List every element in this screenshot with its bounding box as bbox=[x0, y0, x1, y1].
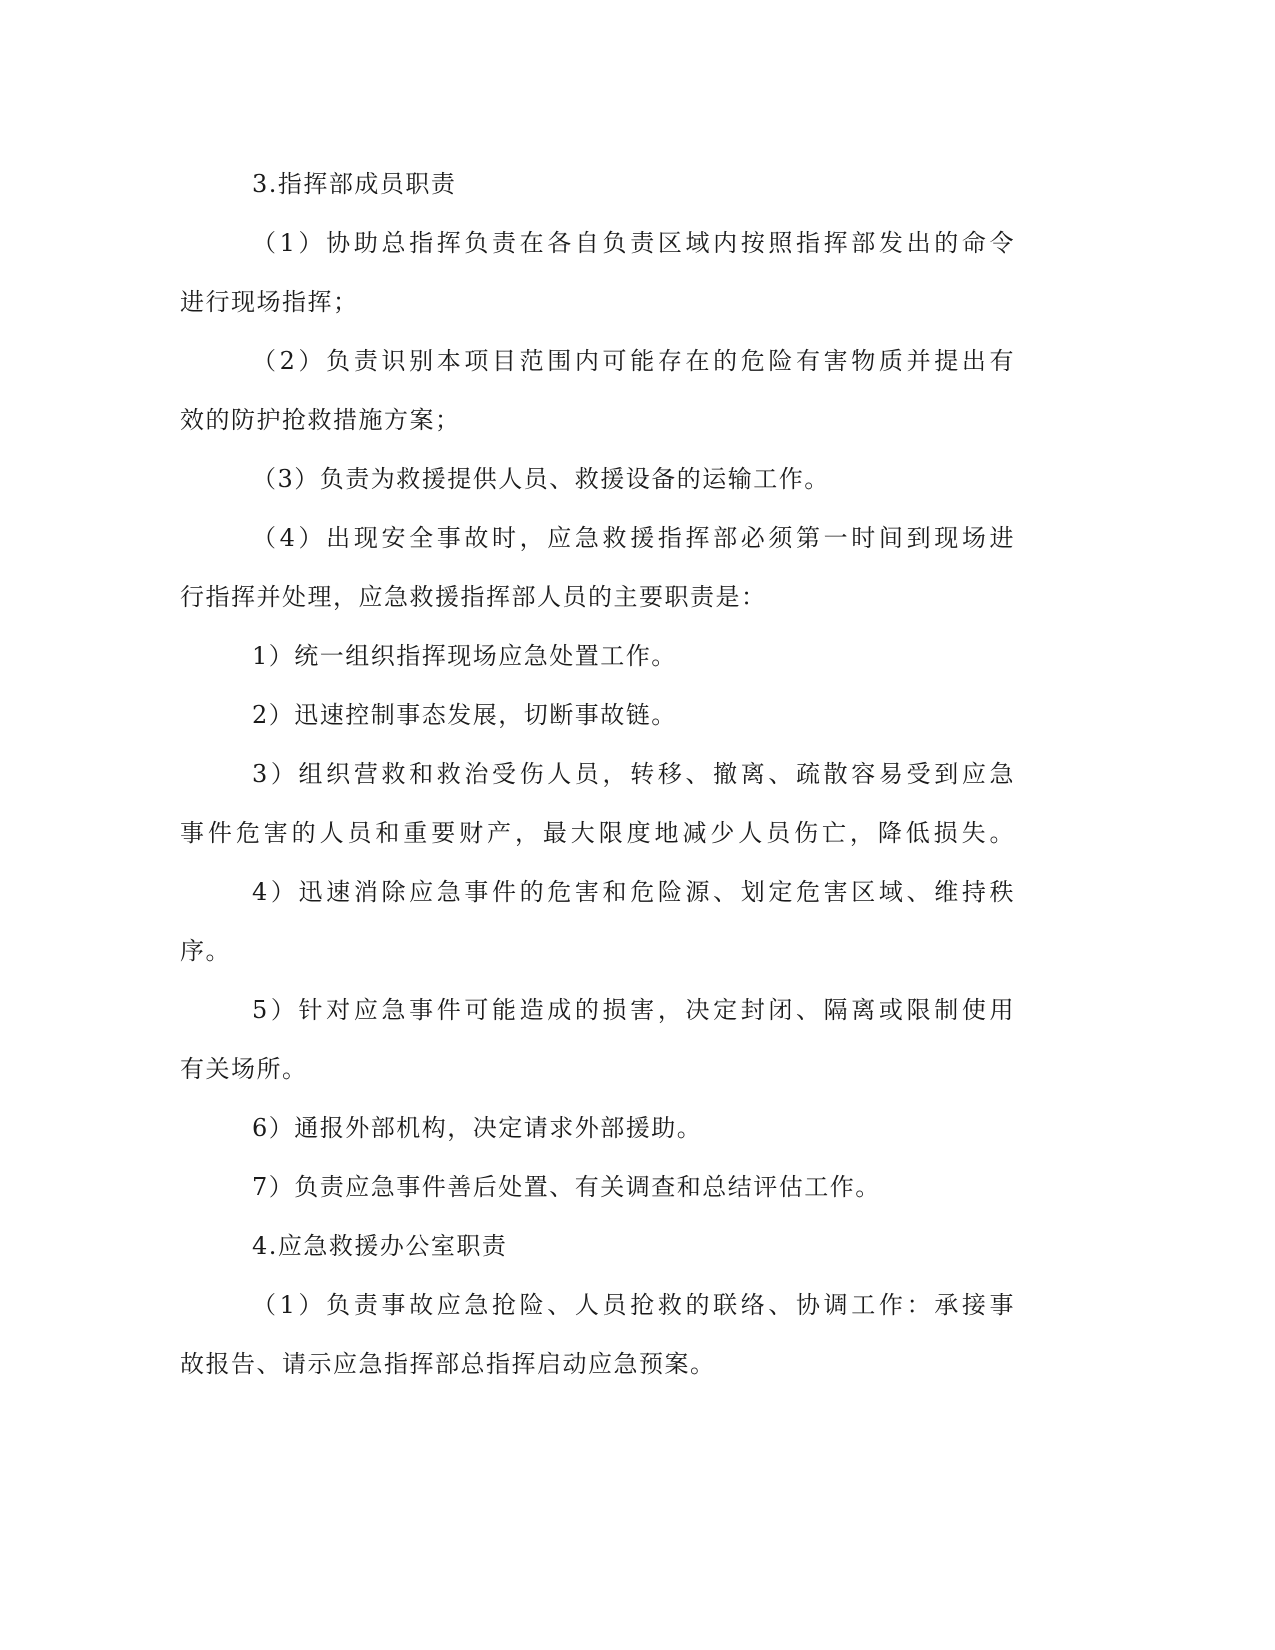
paragraph-line: 进行现场指挥； bbox=[180, 288, 359, 316]
list-item: 2）迅速控制事态发展，切断事故链。 bbox=[252, 701, 677, 729]
list-item: 5）针对应急事件可能造成的损害，决定封闭、隔离或限制使用 bbox=[252, 996, 1015, 1024]
list-item: 1）统一组织指挥现场应急处置工作。 bbox=[252, 642, 677, 670]
paragraph-line: 序。 bbox=[180, 937, 231, 965]
list-item: 6）通报外部机构，决定请求外部援助。 bbox=[252, 1114, 703, 1142]
paragraph-line: 行指挥并处理，应急救援指挥部人员的主要职责是： bbox=[180, 583, 767, 611]
paragraph-line: （1）协助总指挥负责在各自负责区域内按照指挥部发出的命令 bbox=[252, 229, 1015, 257]
paragraph-line: 事件危害的人员和重要财产，最大限度地减少人员伤亡，降低损失。 bbox=[180, 819, 1015, 847]
paragraph-line: （2）负责识别本项目范围内可能存在的危险有害物质并提出有 bbox=[252, 347, 1015, 375]
paragraph-line: 效的防护抢救措施方案； bbox=[180, 406, 461, 434]
paragraph-line: （1）负责事故应急抢险、人员抢救的联络、协调工作：承接事 bbox=[252, 1291, 1015, 1319]
paragraph-line: （3）负责为救援提供人员、救援设备的运输工作。 bbox=[252, 465, 830, 493]
section-heading-4: 4.应急救援办公室职责 bbox=[252, 1232, 508, 1260]
list-item: 7）负责应急事件善后处置、有关调查和总结评估工作。 bbox=[252, 1173, 881, 1201]
list-item: 4）迅速消除应急事件的危害和危险源、划定危害区域、维持秩 bbox=[252, 878, 1015, 906]
paragraph-line: 故报告、请示应急指挥部总指挥启动应急预案。 bbox=[180, 1350, 716, 1378]
paragraph-line: 有关场所。 bbox=[180, 1055, 308, 1083]
section-heading-3: 3.指挥部成员职责 bbox=[252, 170, 457, 198]
paragraph-line: （4）出现安全事故时，应急救援指挥部必须第一时间到现场进 bbox=[252, 524, 1015, 552]
list-item: 3）组织营救和救治受伤人员，转移、撤离、疏散容易受到应急 bbox=[252, 760, 1015, 788]
